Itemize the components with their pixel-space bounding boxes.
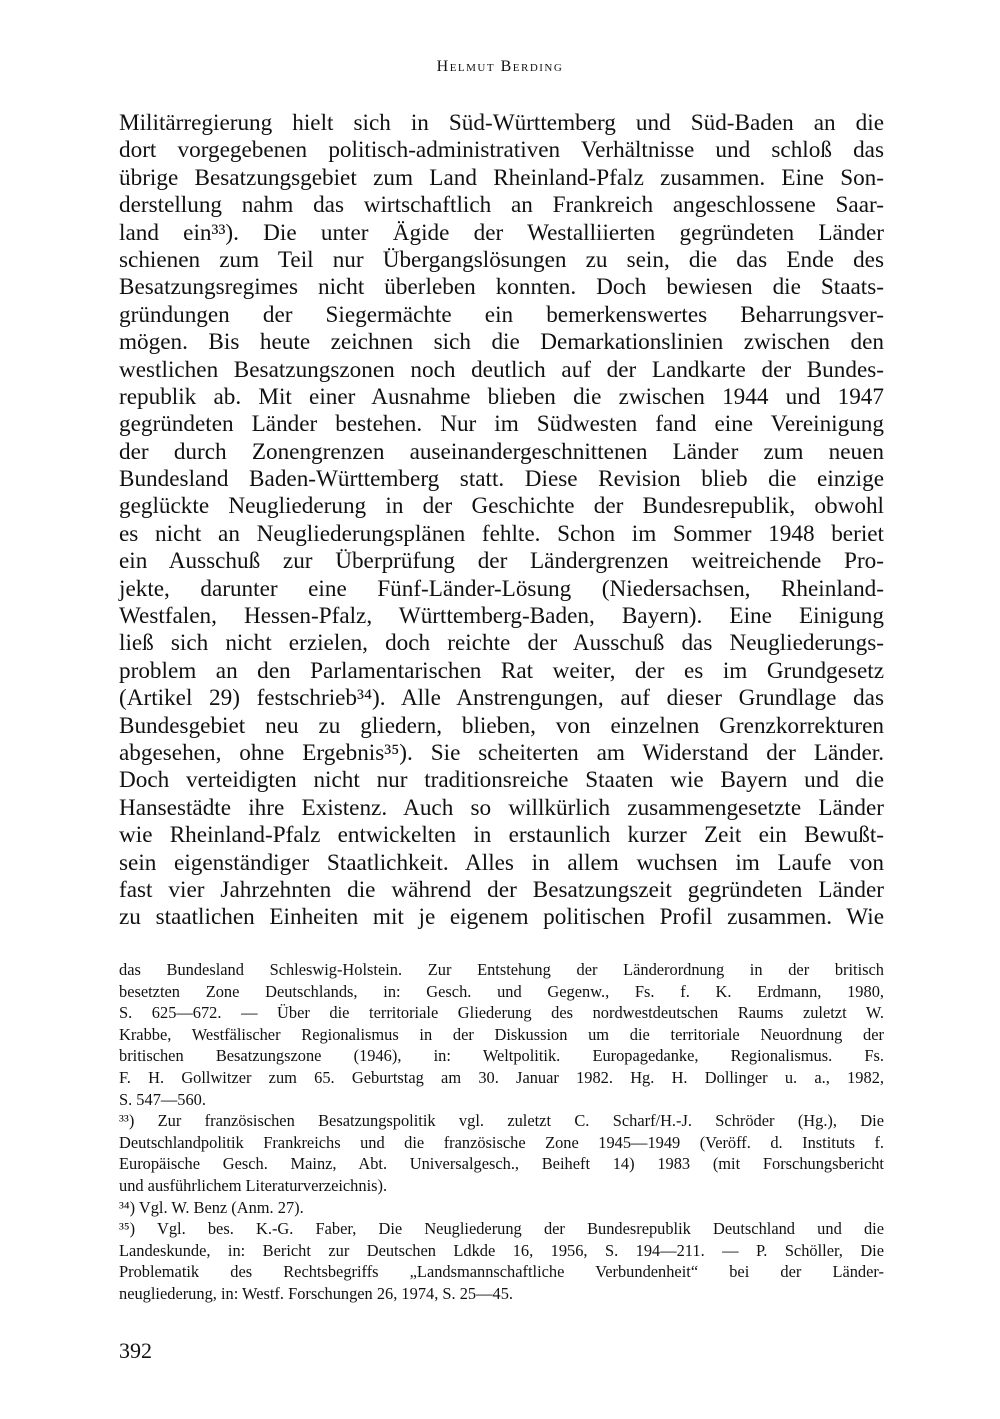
footnote-line: Europäische Gesch. Mainz, Abt. Universalgesch., Beiheft 14) 1983 (mit Forschungsbericht	[119, 1154, 884, 1174]
body-line: sein eigenständiger Staatlichkeit. Alles in allem wuchsen im Laufe von	[119, 849, 884, 876]
body-line: fast vier Jahrzehnten die während der Besatzungszeit gegründeten Länder	[119, 876, 884, 903]
body-line: es nicht an Neugliederungsplänen fehlte. Schon im Sommer 1948 beriet	[119, 520, 884, 547]
footnote-line: Krabbe, Westfälischer Regionalismus in der Diskussion um die territoriale Neuordnung der	[119, 1024, 884, 1044]
footnote-line: besetzten Zone Deutschlands, in: Gesch. und Gegenw., Fs. f. K. Erdmann, 1980,	[119, 981, 884, 1001]
running-head: Helmut Berding	[436, 58, 564, 75]
body-line: Bundesland Baden-Württemberg statt. Diese Revision blieb die einzige	[119, 466, 884, 493]
page-number: 392	[119, 1338, 152, 1363]
body-line: der durch Zonengrenzen auseinandergeschnittenen Länder zum neuen	[119, 438, 884, 465]
body-line: Militärregierung hielt sich in Süd-Württemberg und Süd-Baden an die	[119, 110, 884, 136]
footnotes	[119, 959, 884, 1305]
footnote-35: ³⁵) Vgl. bes. K.-G. Faber, Die Neugliederung der Bundesrepublik Deutschland und die	[119, 1219, 884, 1239]
body-line: dort vorgegebenen politisch-administrativen Verhältnisse und schloß das	[119, 137, 884, 164]
footnote-line: F. H. Gollwitzer zum 65. Geburtstag am 30. Januar 1982. Hg. H. Dollinger u. a., 1982,	[119, 1067, 884, 1087]
footnote-line: S. 625—672. — Über die territoriale Gliederung des nordwestdeutschen Raums zuletzt W.	[119, 1003, 884, 1023]
body-line: Westfalen, Hessen-Pfalz, Württemberg-Baden, Bayern). Eine Einigung	[119, 603, 884, 630]
body-line: wie Rheinland-Pfalz entwickelten in erstaunlich kurzer Zeit ein Bewußt-	[119, 822, 884, 849]
footnote-line: und ausführlichem Literaturverzeichnis).	[119, 1175, 388, 1195]
body-line: zu staatlichen Einheiten mit je eigenem politischen Profil zusammen. Wie	[119, 904, 884, 931]
body-line: Doch verteidigten nicht nur traditionsreiche Staaten wie Bayern und die	[119, 767, 884, 794]
footnote-line: Problematik des Rechtsbegriffs „Landsmannschaftliche Verbundenheit“ bei der Länder-	[119, 1262, 884, 1282]
body-line: (Artikel 29) festschrieb³⁴). Alle Anstrengungen, auf dieser Grundlage das	[119, 685, 884, 712]
body-line: westlichen Besatzungszonen noch deutlich auf der Landkarte der Bundes-	[119, 356, 884, 383]
footnote-line: neugliederung, in: Westf. Forschungen 26, 1974, S. 25—45.	[119, 1283, 513, 1303]
footnote-line: Landeskunde, in: Bericht zur Deutschen Ldkde 16, 1956, S. 194—211. — P. Schöller, Die	[119, 1240, 884, 1260]
body-text	[119, 110, 884, 932]
body-line: schienen zum Teil nur Übergangslösungen zu sein, die das Ende des	[119, 246, 884, 273]
body-line: Hansestädte ihre Existenz. Auch so willkürlich zusammengesetzte Länder	[119, 794, 884, 821]
body-line: abgesehen, ohne Ergebnis³⁵). Sie scheiterten am Widerstand der Länder.	[119, 739, 884, 766]
body-line: geglückte Neugliederung in der Geschichte der Bundesrepublik, obwohl	[119, 493, 884, 520]
footnote-line: das Bundesland Schleswig-Holstein. Zur Entstehung der Länderordnung in der britisch	[119, 960, 884, 979]
body-line: mögen. Bis heute zeichnen sich die Demarkationslinien zwischen den	[119, 329, 884, 356]
body-line: land ein³³). Die unter Ägide der Westalliierten gegründeten Länder	[119, 219, 884, 246]
footnote-34: ³⁴) Vgl. W. Benz (Anm. 27).	[119, 1197, 304, 1217]
body-line: gegründeten Länder bestehen. Nur im Südwesten fand eine Vereinigung	[119, 411, 884, 438]
body-line: republik ab. Mit einer Ausnahme blieben die zwischen 1944 und 1947	[119, 383, 884, 410]
body-line: Bundesgebiet neu zu gliedern, blieben, von einzelnen Grenzkorrekturen	[119, 712, 884, 739]
footnote-33: ³³) Zur französischen Besatzungspolitik vgl. zuletzt C. Scharf/H.-J. Schröder (Hg.), Die	[119, 1111, 884, 1131]
body-line: problem an den Parlamentarischen Rat weiter, der es im Grundgesetz	[119, 657, 884, 684]
body-line: jekte, darunter eine Fünf-Länder-Lösung (Niedersachsen, Rheinland-	[119, 575, 884, 602]
body-line: gründungen der Siegermächte ein bemerkenswertes Beharrungsver-	[119, 301, 884, 328]
footnote-line: S. 547—560.	[119, 1089, 206, 1109]
body-line: Besatzungsregimes nicht überleben konnten. Doch bewiesen die Staats-	[119, 274, 884, 301]
footnote-line: britischen Besatzungszone (1946), in: Weltpolitik. Europagedanke, Regionalismus. Fs.	[119, 1046, 884, 1066]
body-line: übrige Besatzungsgebiet zum Land Rheinland-Pfalz zusammen. Eine Son-	[119, 164, 884, 191]
body-line: ließ sich nicht erzielen, doch reichte der Ausschuß das Neugliederungs-	[119, 630, 884, 657]
body-line: derstellung nahm das wirtschaftlich an Frankreich angeschlossene Saar-	[119, 192, 884, 219]
footnote-line: Deutschlandpolitik Frankreichs und die französische Zone 1945—1949 (Veröff. d. Instituts f.	[119, 1132, 884, 1152]
body-line: ein Ausschuß zur Überprüfung der Ländergrenzen weitreichende Pro-	[119, 548, 884, 575]
